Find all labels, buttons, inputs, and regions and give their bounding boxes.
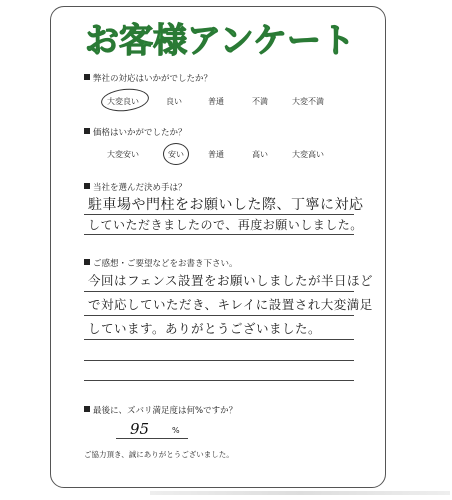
q3-answer-line-2: していただきましたので、再度お願いしました。 xyxy=(88,218,363,232)
question-4-label: ご感想・ご要望などをお書き下さい。 xyxy=(84,257,238,269)
survey-title-text: お客様アンケート xyxy=(85,21,355,61)
page-shadow xyxy=(150,491,450,495)
q4-answer-line-3: しています。ありがとうございました。 xyxy=(88,321,322,336)
satisfaction-underline xyxy=(116,438,188,439)
q3-answer-line-1: 駐車場や門柱をお願いした際、丁寧に対応 xyxy=(88,197,364,213)
answer-line xyxy=(84,380,354,381)
q1-option-4[interactable]: 不満 xyxy=(252,97,268,106)
q1-option-1[interactable]: 大変良い xyxy=(107,97,139,106)
q2-selection-circle xyxy=(163,143,189,165)
satisfaction-unit: % xyxy=(172,426,180,435)
answer-line xyxy=(84,315,354,316)
footer-thanks: ご協力頂き、誠にありがとうございました。 xyxy=(84,450,234,459)
q2-option-2[interactable]: 安い xyxy=(168,150,184,159)
q1-option-5[interactable]: 大変不満 xyxy=(292,97,324,106)
bullet-square-icon xyxy=(84,259,90,265)
answer-line xyxy=(84,339,354,340)
bullet-square-icon xyxy=(84,74,90,80)
survey-title-graphic xyxy=(60,14,380,62)
answer-line xyxy=(84,360,354,361)
q4-answer-line-1: 今回はフェンス設置をお願いしましたが半日ほど xyxy=(88,273,374,288)
answer-line xyxy=(84,234,354,235)
q4-answer-line-2: で対応していただき、キレイに設置され大変満足 xyxy=(88,297,373,312)
q2-option-1[interactable]: 大変安い xyxy=(107,150,139,159)
bullet-square-icon xyxy=(84,128,90,134)
answer-line xyxy=(84,214,354,215)
satisfaction-value: 95 xyxy=(130,420,150,438)
question-5-label: 最後に、ズバリ満足度は何%ですか？ xyxy=(84,404,237,416)
q2-option-3[interactable]: 普通 xyxy=(208,150,224,159)
question-2-label: 価格はいかがでしたか？ xyxy=(84,126,187,138)
q2-option-4[interactable]: 高い xyxy=(252,150,268,159)
q2-option-5[interactable]: 大変高い xyxy=(292,150,324,159)
answer-line xyxy=(84,291,354,292)
survey-title xyxy=(60,14,380,62)
question-1-label: 弊社の対応はいかがでしたか？ xyxy=(84,72,212,84)
bullet-square-icon xyxy=(84,183,90,189)
q1-option-3[interactable]: 普通 xyxy=(208,97,224,106)
q1-option-2[interactable]: 良い xyxy=(166,97,182,106)
bullet-square-icon xyxy=(84,406,90,412)
question-3-label: 当社を選んだ決め手は？ xyxy=(84,181,187,193)
